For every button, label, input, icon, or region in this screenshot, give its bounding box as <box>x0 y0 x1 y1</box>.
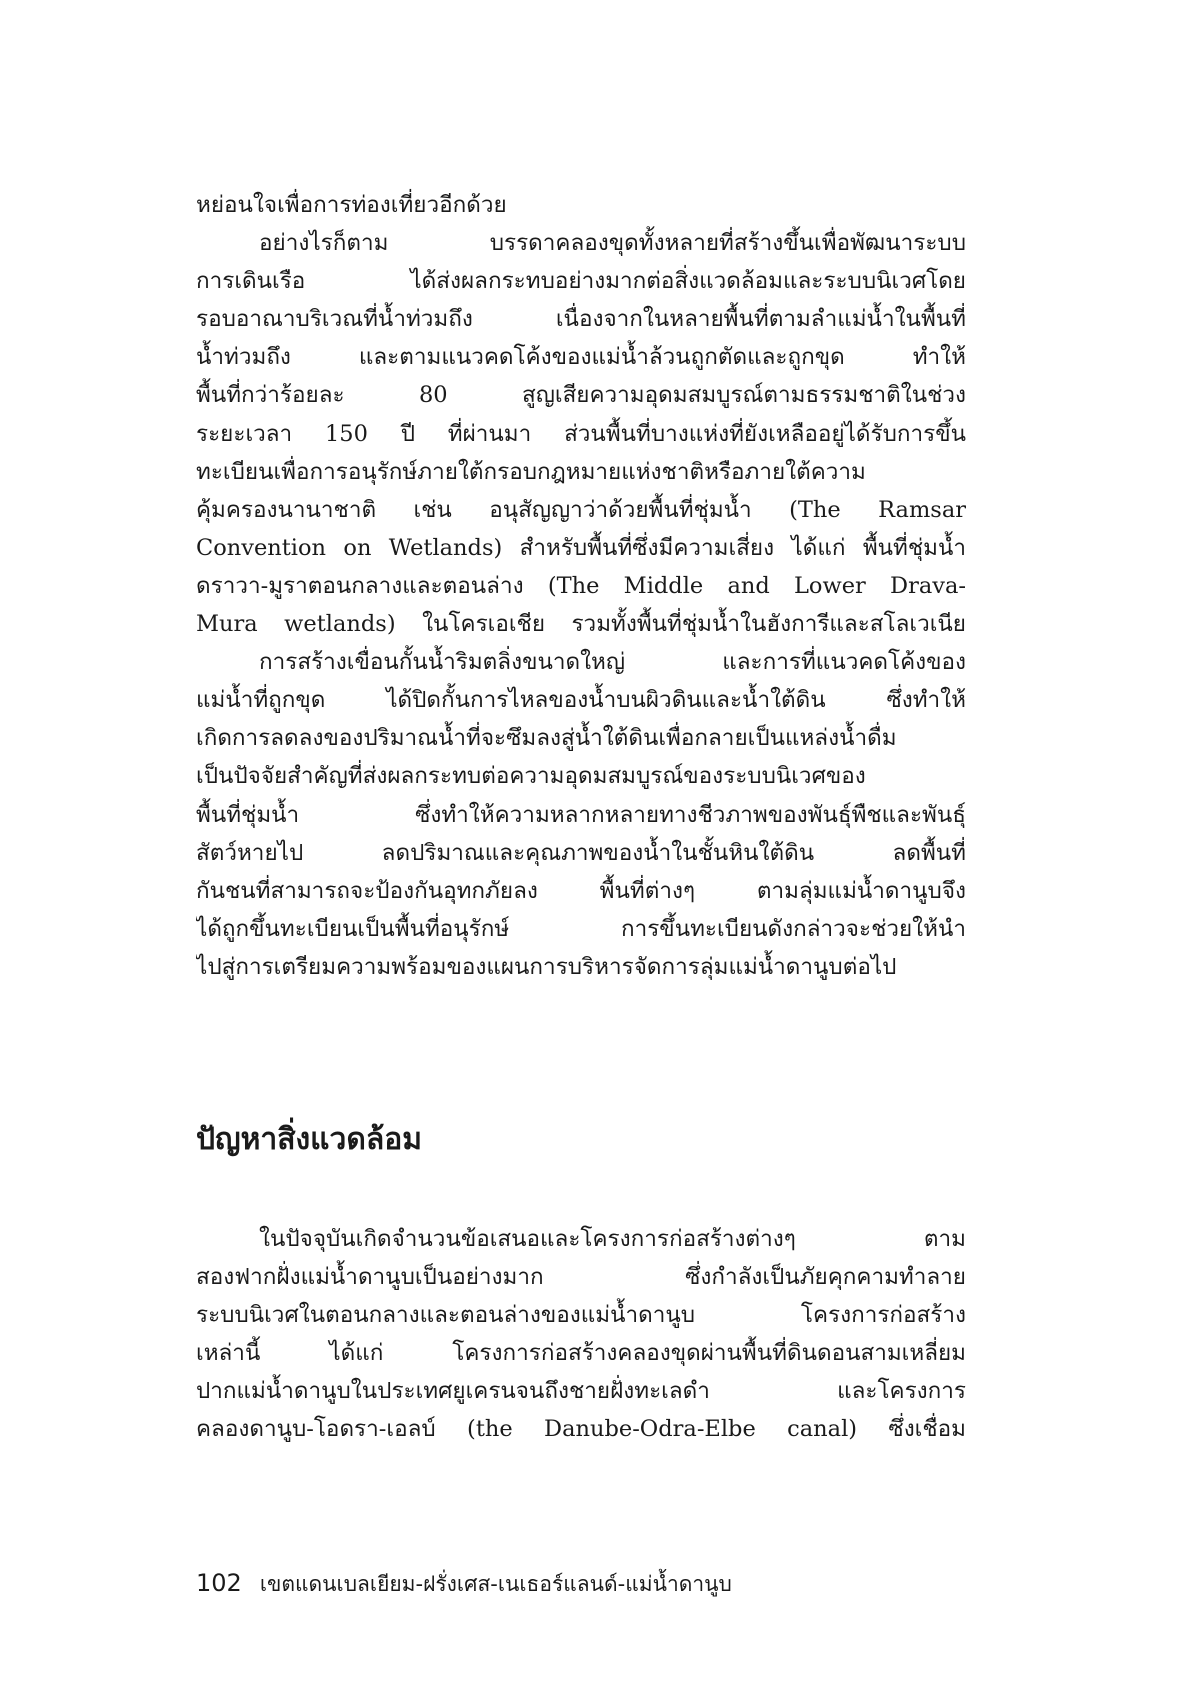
text-line: สัตว์หายไป ลดปริมาณและคุณภาพของน้ำในชั้นหินใต้ดิน ลดพื้นที่ <box>196 839 966 866</box>
text-line: เหล่านี้ ได้แก่ โครงการก่อสร้างคลองขุดผ่านพื้นที่ดินดอนสามเหลี่ยม <box>196 1340 966 1367</box>
text-line: แม่น้ำที่ถูกขุด ได้ปิดกั้นการไหลของน้ำบนผิวดินและน้ำใต้ดิน ซึ่งทำให้ <box>196 687 966 714</box>
text-line: หย่อนใจเพื่อการท่องเที่ยวอีกด้วย <box>196 192 507 218</box>
text-line: Convention on Wetlands) สำหรับพื้นที่ซึ่งมีความเสี่ยง ได้แก่ พื้นที่ชุ่มน้ำ <box>196 534 966 561</box>
running-title: เขตแดนเบลเยียม-ฝรั่งเศส-เนเธอร์แลนด์-แม่น้ำดานูบ <box>259 1572 732 1596</box>
text-line: ระยะเวลา 150 ปี ที่ผ่านมา ส่วนพื้นที่บางแห่งที่ยังเหลืออยู่ได้รับการขึ้น <box>196 420 966 447</box>
text-line: สองฟากฝั่งแม่น้ำดานูบเป็นอย่างมาก ซึ่งกำลังเป็นภัยคุกคามทำลาย <box>196 1264 966 1291</box>
text-line: เป็นปัจจัยสำคัญที่ส่งผลกระทบต่อความอุดมสมบูรณ์ของระบบนิเวศของ <box>196 763 866 790</box>
text-line: น้ำท่วมถึง และตามแนวคดโค้งของแม่น้ำล้วนถูกตัดและถูกขุด ทำให้ <box>196 344 966 371</box>
text-line: ดราวา-มูราตอนกลางและตอนล่าง (The Middle and Lower Drava- <box>196 572 966 599</box>
section-heading: ปัญหาสิ่งแวดล้อม <box>196 1122 423 1157</box>
text-line: ระบบนิเวศในตอนกลางและตอนล่างของแม่น้ำดานูบ โครงการก่อสร้าง <box>196 1302 966 1329</box>
text-line: ได้ถูกขึ้นทะเบียนเป็นพื้นที่อนุรักษ์ การขึ้นทะเบียนดังกล่าวจะช่วยให้นำ <box>196 915 966 942</box>
text-line: ไปสู่การเตรียมความพร้อมของแผนการบริหารจัดการลุ่มแม่น้ำดานูบต่อไป <box>196 953 897 980</box>
text-line: ปากแม่น้ำดานูบในประเทศยูเครนจนถึงชายฝั่งทะเลดำ และโครงการ <box>196 1378 966 1405</box>
text-line: พื้นที่ชุ่มน้ำ ซึ่งทำให้ความหลากหลายทางชีวภาพของพันธุ์พืชและพันธุ์ <box>196 801 966 828</box>
text-line: การเดินเรือ ได้ส่งผลกระทบอย่างมากต่อสิ่งแวดล้อมและระบบนิเวศโดย <box>196 268 966 295</box>
text-line: เกิดการลดลงของปริมาณน้ำที่จะซึมลงสู่น้ำใต้ดินเพื่อกลายเป็นแหล่งน้ำดื่ม <box>196 725 897 752</box>
text-line: ทะเบียนเพื่อการอนุรักษ์ภายใต้กรอบกฎหมายแห่งชาติหรือภายใต้ความ <box>196 458 866 485</box>
text-line: กันชนที่สามารถจะป้องกันอุทกภัยลง พื้นที่ต่างๆ ตามลุ่มแม่น้ำดานูบจึง <box>196 877 966 904</box>
text-line: Mura wetlands) ในโครเอเชีย รวมทั้งพื้นที่ชุ่มน้ำในฮังการีและสโลเวเนีย <box>196 611 966 638</box>
text-line: พื้นที่กว่าร้อยละ 80 สูญเสียความอุดมสมบูรณ์ตามธรรมชาติในช่วง <box>196 382 966 409</box>
page-number: 102 <box>196 1569 242 1597</box>
text-line: รอบอาณาบริเวณที่น้ำท่วมถึง เนื่องจากในหลายพื้นที่ตามลำแม่น้ำในพื้นที่ <box>196 306 966 333</box>
text-line: คลองดานูบ-โอดรา-เอลบ์ (the Danube-Odra-Elbe canal) ซึ่งเชื่อม <box>196 1416 966 1443</box>
text-line: การสร้างเขื่อนกั้นน้ำริมตลิ่งขนาดใหญ่ และการที่แนวคดโค้งของ <box>259 649 966 676</box>
page-footer <box>196 1566 732 1601</box>
body-text-bottom <box>196 1220 966 1449</box>
body-text-top <box>196 186 966 986</box>
text-line: คุ้มครองนานาชาติ เช่น อนุสัญญาว่าด้วยพื้นที่ชุ่มน้ำ (The Ramsar <box>196 496 966 523</box>
text-line: ในปัจจุบันเกิดจำนวนข้อเสนอและโครงการก่อสร้างต่างๆ ตาม <box>259 1226 966 1252</box>
text-line: อย่างไรก็ตาม บรรดาคลองขุดทั้งหลายที่สร้างขึ้นเพื่อพัฒนาระบบ <box>259 230 966 257</box>
